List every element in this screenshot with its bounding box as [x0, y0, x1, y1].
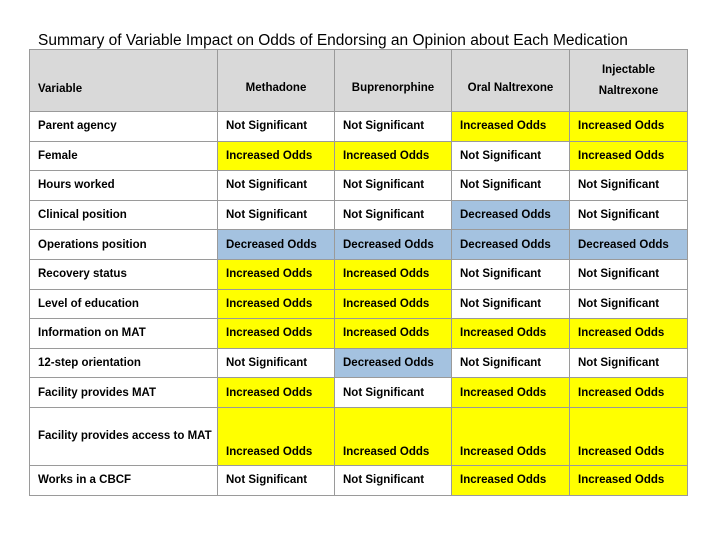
result-cell: Not Significant: [570, 259, 688, 289]
result-cell: Not Significant: [335, 112, 452, 142]
result-cell: Increased Odds: [452, 319, 570, 349]
variable-cell: Recovery status: [30, 259, 218, 289]
variable-cell: Level of education: [30, 289, 218, 319]
result-cell: Not Significant: [570, 171, 688, 201]
variable-cell: Information on MAT: [30, 319, 218, 349]
result-cell: Not Significant: [570, 289, 688, 319]
variable-cell: Hours worked: [30, 171, 218, 201]
result-cell: Not Significant: [218, 112, 335, 142]
result-cell: Decreased Odds: [452, 200, 570, 230]
table-row: [30, 112, 688, 142]
result-cell: Increased Odds: [335, 319, 452, 349]
result-cell: Increased Odds: [218, 378, 335, 408]
result-cell: Increased Odds: [452, 112, 570, 142]
document-title: Summary of Variable Impact on Odds of Endorsing an Opinion about Each Medication: [38, 32, 628, 49]
result-cell: Decreased Odds: [335, 230, 452, 260]
result-cell: Increased Odds: [218, 289, 335, 319]
variable-cell: Female: [30, 141, 218, 171]
result-cell: Increased Odds: [452, 465, 570, 495]
table-row: [30, 200, 688, 230]
result-cell: Decreased Odds: [570, 230, 688, 260]
result-cell: Not Significant: [452, 259, 570, 289]
result-cell: Increased Odds: [335, 259, 452, 289]
result-cell: Increased Odds: [570, 319, 688, 349]
table-body: [30, 112, 688, 496]
result-cell: Not Significant: [218, 465, 335, 495]
variable-cell: Works in a CBCF: [30, 465, 218, 495]
column-header-injectable-naltrexone: Injectable Naltrexone: [570, 50, 688, 112]
result-cell: Increased Odds: [218, 141, 335, 171]
result-cell: Increased Odds: [335, 141, 452, 171]
header-row: [30, 50, 688, 112]
result-cell: Decreased Odds: [218, 230, 335, 260]
result-cell: Increased Odds: [452, 378, 570, 408]
result-cell: Increased Odds: [452, 407, 570, 465]
result-cell: Decreased Odds: [335, 348, 452, 378]
column-header-oral-naltrexone: Oral Naltrexone: [452, 50, 570, 112]
table-row: [30, 378, 688, 408]
variable-cell: 12-step orientation: [30, 348, 218, 378]
table-row: [30, 259, 688, 289]
table-row: [30, 348, 688, 378]
result-cell: Not Significant: [218, 200, 335, 230]
result-cell: Not Significant: [452, 141, 570, 171]
variable-cell: Facility provides MAT: [30, 378, 218, 408]
table-row: [30, 319, 688, 349]
result-cell: Not Significant: [218, 171, 335, 201]
result-cell: Increased Odds: [335, 407, 452, 465]
variable-cell: Operations position: [30, 230, 218, 260]
result-cell: Not Significant: [335, 465, 452, 495]
table-row: [30, 171, 688, 201]
result-cell: Not Significant: [335, 171, 452, 201]
result-cell: Not Significant: [570, 200, 688, 230]
result-cell: Increased Odds: [570, 112, 688, 142]
result-cell: Increased Odds: [218, 319, 335, 349]
variable-cell: Clinical position: [30, 200, 218, 230]
table-row: [30, 407, 688, 465]
result-cell: Increased Odds: [570, 141, 688, 171]
column-header-methadone: Methadone: [218, 50, 335, 112]
table-row: [30, 230, 688, 260]
result-cell: Increased Odds: [218, 259, 335, 289]
result-cell: Increased Odds: [570, 378, 688, 408]
column-header-variable: Variable: [30, 50, 218, 112]
results-table: [29, 49, 688, 496]
result-cell: Not Significant: [452, 348, 570, 378]
result-cell: Not Significant: [452, 171, 570, 201]
result-cell: Increased Odds: [570, 465, 688, 495]
result-cell: Increased Odds: [218, 407, 335, 465]
variable-cell: Parent agency: [30, 112, 218, 142]
table-row: [30, 289, 688, 319]
result-cell: Increased Odds: [335, 289, 452, 319]
result-cell: Not Significant: [335, 378, 452, 408]
result-cell: Not Significant: [218, 348, 335, 378]
result-cell: Not Significant: [335, 200, 452, 230]
table-row: [30, 465, 688, 495]
result-cell: Not Significant: [570, 348, 688, 378]
column-header-buprenorphine: Buprenorphine: [335, 50, 452, 112]
result-cell: Increased Odds: [570, 407, 688, 465]
variable-cell: Facility provides access to MAT: [30, 407, 218, 465]
result-cell: Decreased Odds: [452, 230, 570, 260]
table-row: [30, 141, 688, 171]
result-cell: Not Significant: [452, 289, 570, 319]
